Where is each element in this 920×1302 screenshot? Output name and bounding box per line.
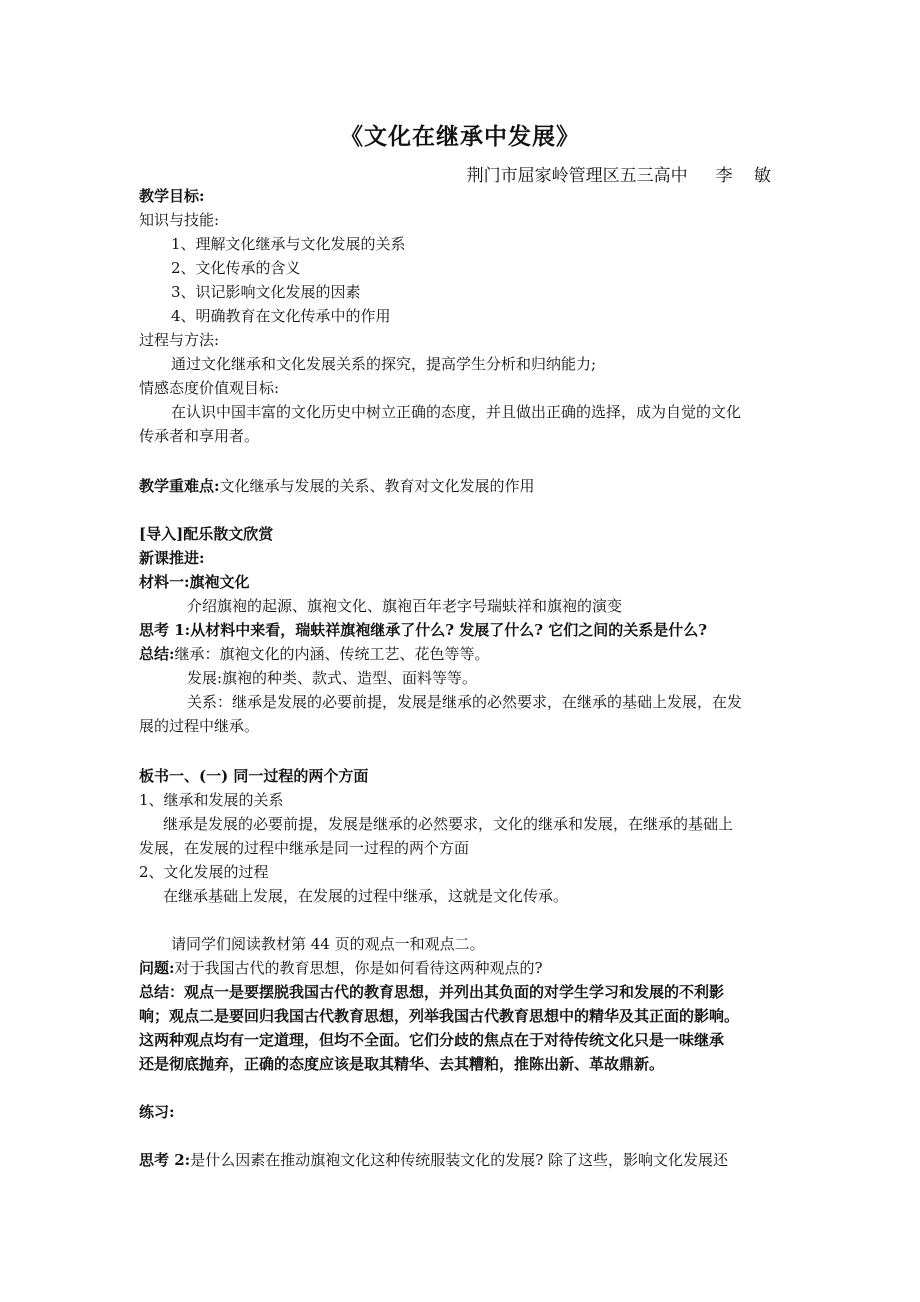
board-item-1-text-cont: 发展，在发展的过程中继承是同一过程的两个方面 [139,839,470,857]
key-points-text: 文化继承与发展的关系、教育对文化发展的作用 [219,477,535,495]
board-item-1: 1、继承和发展的关系 [139,791,284,809]
key-points [139,474,791,498]
think2-line [139,1148,791,1172]
knowledge-heading: 知识与技能: [139,211,220,229]
board-item-2-text: 在继承基础上发展，在发展的过程中继承，这就是文化传承。 [163,887,569,905]
reading-summary-line: 总结：观点一是要摆脱我国古代的教育思想，并列出其负面的对学生学习和发展的不利影 [139,983,725,1001]
knowledge-item: 1、理解文化继承与文化发展的关系 [171,235,406,253]
summary-line [139,642,791,666]
summary-label: 总结: [139,645,175,663]
think1-text: 从材料中来看，瑞蚨祥旗袍继承了什么? 发展了什么? 它们之间的关系是什么? [190,621,708,639]
key-points-label: 教学重难点: [139,477,220,495]
think1-line [139,618,791,642]
document-title: 《文化在继承中发展》 [340,123,580,150]
knowledge-item: 3、识记影响文化发展的因素 [171,283,361,301]
author-org: 荆门市屈家岭管理区五三高中 [466,166,688,186]
author-line [467,161,779,186]
reading-summary-line: 响；观点二是要回归我国古代教育思想，列举我国古代教育思想中的精华及其正面的影响。 [139,1007,740,1025]
summary-inherit: 继承：旗袍文化的内涵、传统工艺、花色等等。 [174,645,490,663]
process-heading: 过程与方法: [139,331,220,349]
think2-label: 思考 2: [139,1151,191,1169]
reading-prompt: 请同学们阅读教材第 44 页的观点一和观点二。 [171,935,485,953]
new-lesson-heading: 新课推进: [139,549,205,567]
summary-relation-cont: 展的过程中继承。 [139,717,260,735]
board-item-2: 2、文化发展的过程 [139,863,269,881]
question-text: 对于我国古代的教育思想，你是如何看待这两种观点的? [174,959,543,977]
think2-text: 是什么因素在推动旗袍文化这种传统服装文化的发展? 除了这些，影响文化发展还 [190,1151,729,1169]
reading-summary-line: 这两种观点均有一定道理，但均不全面。它们分歧的焦点在于对待传统文化只是一味继承 [139,1031,725,1049]
board-item-1-text: 继承是发展的必要前提，发展是继承的必然要求，文化的继承和发展，在继承的基础上 [163,815,734,833]
goals-heading: 教学目标: [139,187,205,205]
intro-line: [导入]配乐散文欣赏 [139,525,274,543]
emotion-text: 在认识中国丰富的文化历史中树立正确的态度，并且做出正确的选择，成为自觉的文化 [171,403,742,421]
practice-label: 练习: [139,1103,175,1121]
emotion-text-cont: 传承者和享用者。 [139,427,260,445]
process-text: 通过文化继承和文化发展关系的探究，提高学生分析和归纳能力; [171,355,597,373]
author-name: 李 敏 [715,166,779,186]
summary-develop: 发展:旗袍的种类、款式、造型、面料等等。 [187,669,478,687]
question-line [139,956,791,980]
board-heading: 板书一、(一) 同一过程的两个方面 [139,767,369,785]
question-label: 问题: [139,959,175,977]
reading-summary-line: 还是彻底抛弃，正确的态度应该是取其精华、去其糟粕，推陈出新、革故鼎新。 [139,1055,665,1073]
knowledge-item: 4、明确教育在文化传承中的作用 [171,307,391,325]
emotion-heading: 情感态度价值观目标: [139,379,280,397]
knowledge-item: 2、文化传承的含义 [171,259,301,277]
summary-relation: 关系：继承是发展的必要前提，发展是继承的必然要求，在继承的基础上发展，在发 [187,693,743,711]
think1-label: 思考 1: [139,621,191,639]
material-label: 材料一:旗袍文化 [139,573,250,591]
material-text: 介绍旗袍的起源、旗袍文化、旗袍百年老字号瑞蚨祥和旗袍的演变 [187,597,623,615]
